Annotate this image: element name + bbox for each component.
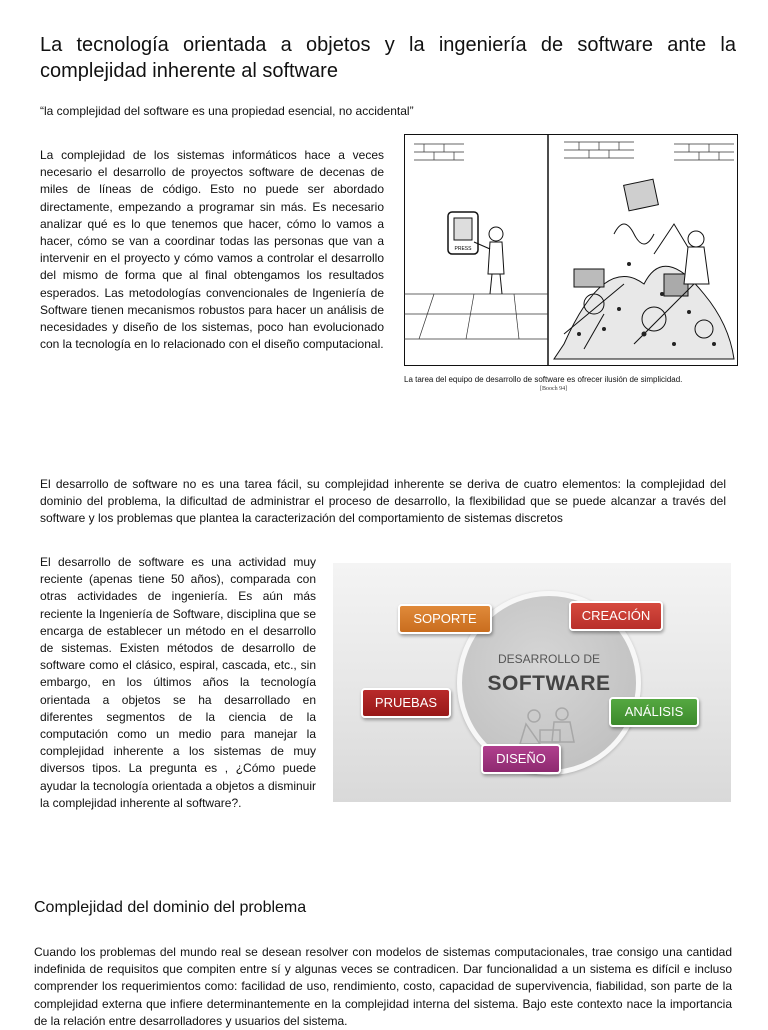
- pill-soporte: SOPORTE: [398, 604, 492, 634]
- software-development-diagram: [333, 563, 731, 802]
- section-paragraph: Cuando los problemas del mundo real se desean resolver con modelos de sistemas computacionales, trae consigo una cantidad indefinida de requisitos que compiten entre sí y algunas veces se contradicen. Dar funcionalidad a un sistema es difícil e incluso comprender los requerimientos como: facilidad de uso, rendimiento, costo, capacidad de supervivencia, fiabilidad, son parte de la complejidad externa que infiere determinantemente en la complejidad interna del sistema. Bajo este contexto nace la importancia de la relación entre desarrolladores y usuarios del sistema.: [34, 945, 732, 1028]
- cartoon-illustration: [404, 134, 738, 366]
- center-label-big: SOFTWARE: [487, 672, 611, 695]
- body-paragraph-software: El desarrollo de software es una actividad muy reciente (apenas tiene 50 años), comparada con otras actividades de ingeniería. Es aún más reciente la Ingeniería de Software, disciplina que se encarga de establecer un método en el desarrollo de sistemas. Existen métodos de desarrollo de software como el clásico, espiral, cascada, etc., sin embargo, en los últimos años la tecnología orientada a objetos se ha desarrollado en diferentes segmentos de la ciencia de la computación como un medio para manejar la complejidad inherente a los sistemas de muy diversos tipos. La pregunta es , ¿Cómo puede ayudar la tecnología orientada a objetos a disminuir la complejidad inherente al software?.: [40, 555, 316, 810]
- section-heading: Complejidad del dominio del problema: [34, 899, 307, 916]
- cartoon-citation: [Booch 94]: [540, 386, 568, 392]
- pill-creacion: CREACIÓN: [569, 601, 663, 631]
- pill-diseno: DISEÑO: [481, 744, 561, 774]
- center-label-small: DESARROLLO DE: [497, 652, 601, 666]
- pill-analisis: ANÁLISIS: [609, 697, 699, 727]
- body-paragraph: El desarrollo de software no es una tarea fácil, su complejidad inherente se deriva de cuatro elementos: la complejidad del dominio del problema, la dificultad de administrar el proceso de desarrollo, la flexibilidad que se puede alcanzar a través del software y los problemas que plantea la caracterización del comportamiento de sistemas discretos: [40, 477, 726, 526]
- pill-pruebas: PRUEBAS: [361, 688, 451, 718]
- press-label: PRESS: [454, 246, 472, 252]
- cartoon-drawing: [404, 134, 738, 366]
- page-title: La tecnología orientada a objetos y la ingeniería de software ante la complejidad inherente al software: [40, 34, 736, 82]
- intro-paragraph: La complejidad de los sistemas informáticos hace a veces necesario el desarrollo de proyectos software de decenas de miles de líneas de código. Esto no puede ser abordado directamente, empezando a programar sin más. Es necesario analizar qué es lo que tenemos que hacer, cómo lo vamos a hacer, cómo se van a coordinar todas las personas que van a intervenir en el proyecto y cómo vamos a controlar el desarrollo del mismo de forma que al final obtengamos los resultados esperados. Las metodologías convencionales de Ingeniería de Software tienen mecanismos robustos para hacer un análisis de necesidades y diseño de los sistemas, poco han evolucionado con la tecnología en lo relacionado con el diseño computacional.: [40, 148, 384, 352]
- cartoon-caption: La tarea del equipo de desarrollo de software es ofrecer ilusión de simplicidad.: [404, 375, 683, 384]
- quote: “la complejidad del software es una propiedad esencial, no accidental”: [40, 104, 414, 118]
